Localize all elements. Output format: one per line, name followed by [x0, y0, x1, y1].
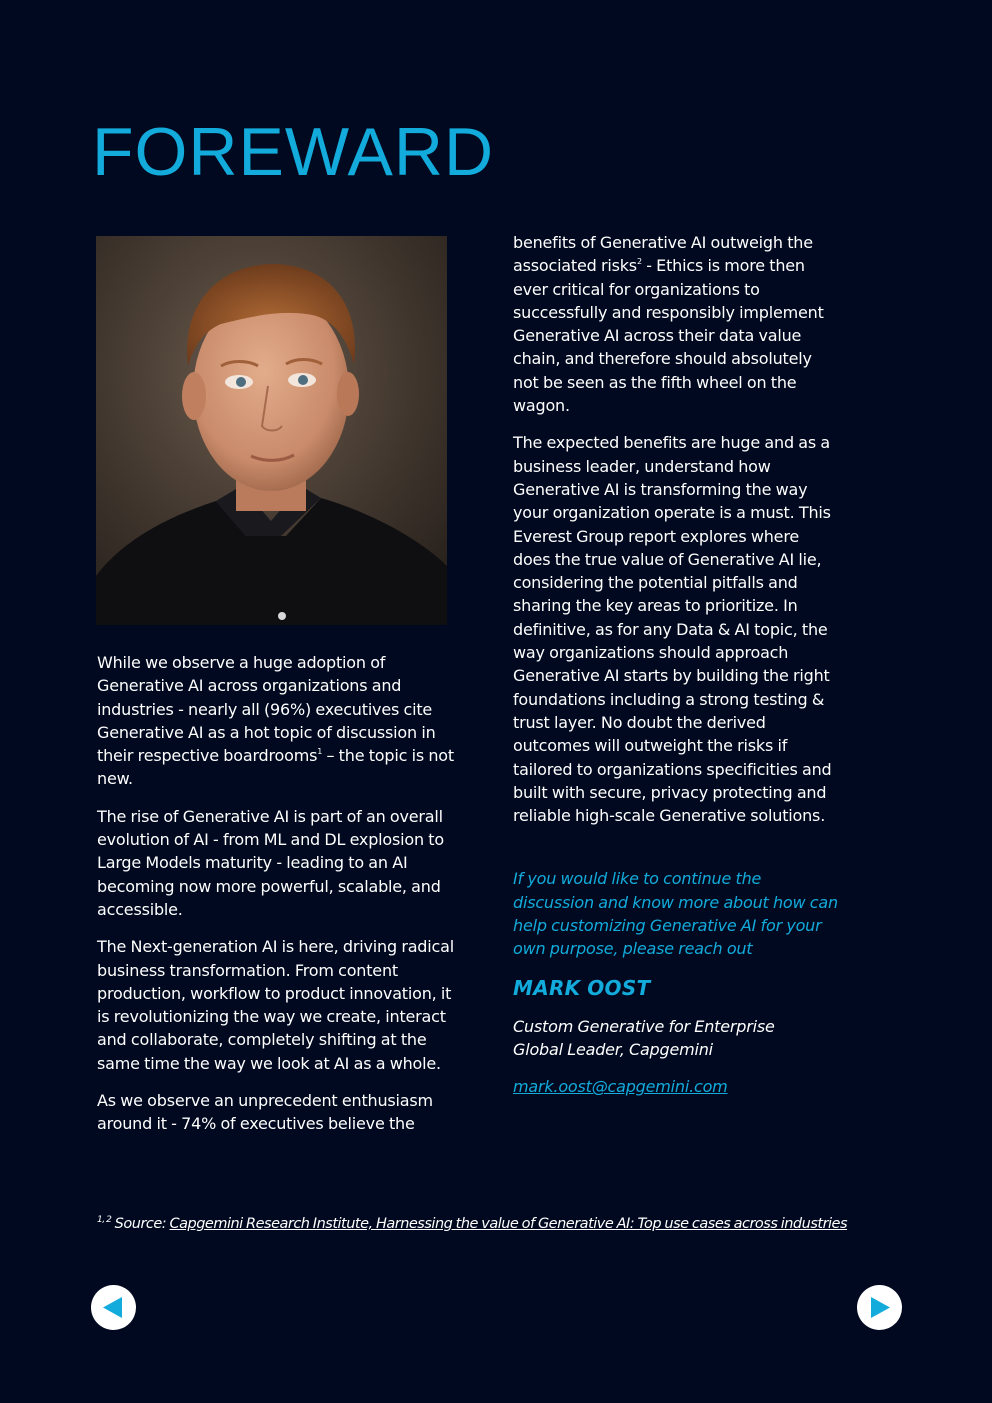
- footnote-source-link[interactable]: Capgemini Research Institute, Harnessing the value of Generative AI: Top use cases across industries: [169, 1216, 848, 1232]
- author-portrait: [96, 236, 447, 625]
- paragraph-enthusiasm: As we observe an unprecedent enthusiasm around it - 74% of executives believe the: [97, 1091, 433, 1134]
- paragraph-ethics: benefits of Generative AI outweigh the associated risks$^2$ - Ethics is more then ever critical for organizations to successfully and responsibly implement Generative AI across their data value chain, and therefore should absolutely not be seen as the fifth wheel on the wagon.: [513, 233, 824, 416]
- call-to-action: If you would like to continue the discussion and know more about how can help customizing Generative AI for your own purpose, please reach out: [513, 869, 838, 959]
- author-role-line-1: Custom Generative for Enterprise: [513, 1016, 775, 1036]
- author-email-link[interactable]: mark.oost@capgemini.com: [513, 1077, 728, 1097]
- footnote-ref-2: 2: [636, 257, 642, 267]
- right-column: [513, 231, 839, 1099]
- paragraph-adoption: While we observe a huge adoption of Generative AI across organizations and industries - nearly all (96%) executives cite Generative AI as a hot topic of discussion in their respective boardrooms$^1$ – the topic is not new.: [97, 653, 454, 789]
- paragraph-next-generation: The Next-generation AI is here, driving radical business transformation. From content production, workflow to product innovation, it is revolutionizing the way we create, interact and collaborate, completely shifting at the same time the way we look at AI as a whole.: [97, 937, 454, 1073]
- paragraph-benefits: The expected benefits are huge and as a business leader, understand how Generative AI is transforming the way your organization operate is a must. This Everest Group report explores where does the true value of Generative AI lie, considering the potential pitfalls and sharing the key areas to prioritize. In definitive, as for any Data & AI topic, the way organizations should approach Generative AI starts by building the right foundations including a strong testing & trust layer. No doubt the derived outcomes will outweight the risks if tailored to organizations specificities and built with secure, privacy protecting and reliable high-scale Generative solutions.: [513, 433, 832, 826]
- page-title: FOREWARD: [92, 114, 495, 190]
- footnote-ref-1: 1: [317, 747, 323, 757]
- footnote-label: Source:: [111, 1216, 170, 1232]
- footnote: [97, 1216, 847, 1232]
- arrow-right-icon: [857, 1285, 902, 1330]
- previous-page-button[interactable]: [91, 1285, 136, 1330]
- next-page-button[interactable]: [857, 1285, 902, 1330]
- left-column: [97, 651, 457, 1150]
- author-name: MARK OOST: [513, 975, 651, 1000]
- footnote-marker: 1, 2: [97, 1215, 112, 1225]
- arrow-left-icon: [91, 1285, 136, 1330]
- author-role: [513, 1015, 839, 1062]
- author-role-line-2: Global Leader, Capgemini: [513, 1039, 713, 1059]
- paragraph-evolution: The rise of Generative AI is part of an overall evolution of AI - from ML and DL explosion to Large Models maturity - leading to an AI becoming now more powerful, scalable, and accessible.: [97, 806, 444, 919]
